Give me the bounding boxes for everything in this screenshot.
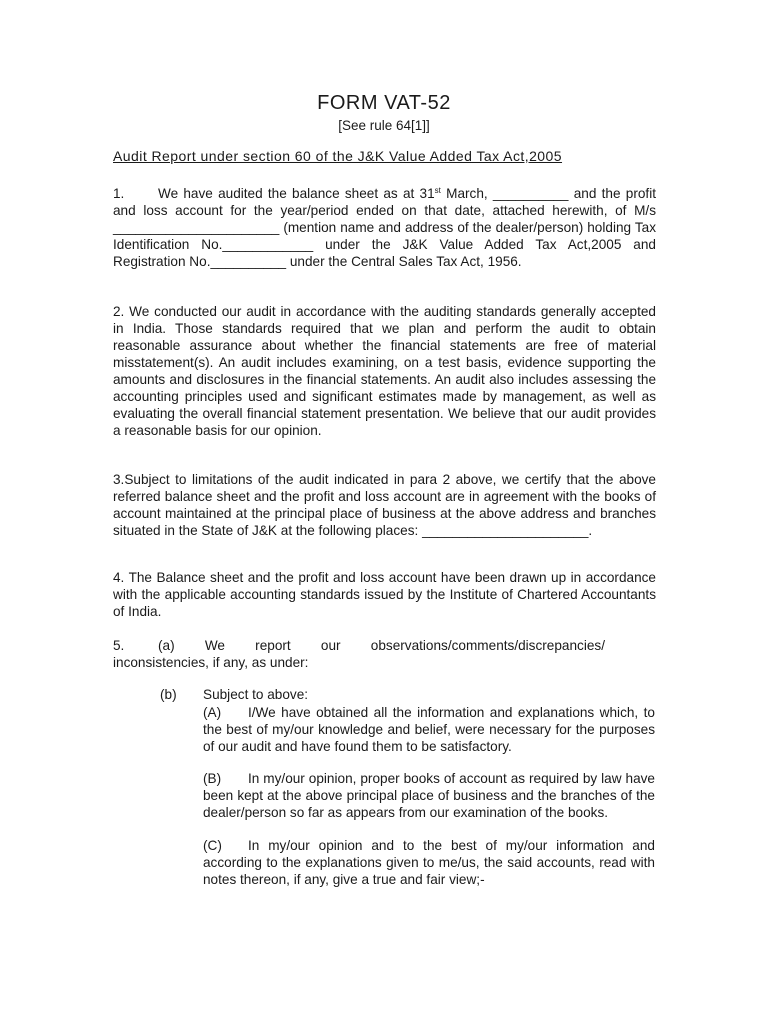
item-a xyxy=(203,704,655,755)
item-b-text: In my/our opinion, proper books of account as required by law have been kept at the above principal place of business and the branches of the dealer/person so far as appears from our examination of the books. xyxy=(203,771,655,820)
paragraph-3: 3.Subject to limitations of the audit indicated in para 2 above, we certify that the above referred balance sheet and the profit and loss account are in agreement with the books of account maintained at the principal place of business at the above address and branches situated in the State of J&K at the following places: ______________________. xyxy=(113,472,656,538)
item-a-text: I/We have obtained all the information and explanations which, to the best of my/our knowledge and belief, were necessary for the purposes of our audit and have found them to be satisfactory. xyxy=(203,705,655,754)
document-subtitle: Audit Report under section 60 of the J&K Value Added Tax Act,2005 xyxy=(113,148,563,164)
paragraph-1-text-a: We have audited the balance sheet as at 31 xyxy=(158,186,435,201)
item-c-text: In my/our opinion and to the best of my/our information and according to the explanations given to me/us, the said accounts, read with notes thereon, if any, give a true and fair view;- xyxy=(203,838,655,887)
paragraph-1 xyxy=(113,185,656,270)
paragraph-4: 4. The Balance sheet and the profit and loss account have been drawn up in accordance with the applicable accounting standards issued by the Institute of Chartered Accountants of India. xyxy=(113,570,656,619)
paragraph-1-superscript: st xyxy=(434,186,441,195)
rule-reference: [See rule 64[1]] xyxy=(338,118,430,133)
paragraph-5-line-1-text: (a) We report our observations/comments/discrepancies/ xyxy=(158,638,605,653)
paragraph-2: 2. We conducted our audit in accordance with the auditing standards generally accepted in India. Those standards required that we plan and perform the audit to obtain reasonable assurance about whether the financial statements are free of material misstatement(s). An audit includes examining, on a test basis, evidence supporting the amounts and disclosures in the financial statements. An audit also includes assessing the accounting principles used and significant estimates made by management, as well as evaluating the overall financial statement presentation. We believe that our audit provides a reasonable basis for our opinion. xyxy=(113,304,656,438)
subsection-b-intro: Subject to above: xyxy=(203,687,309,702)
paragraph-1-text-b: March, __________ and the profit and loss account for the year/period ended on that date, attached herewith, of M/s ______________________ (mention name and address of the dealer/person) holding Tax Identification No.____________ under the J&K Value Added Tax Act,2005 and Registration No.__________ under the Central Sales Tax Act, 1956. xyxy=(113,186,656,269)
form-title: FORM VAT-52 xyxy=(317,92,451,114)
item-c-label: (C) xyxy=(203,838,222,853)
item-c xyxy=(203,837,655,888)
item-a-label: (A) xyxy=(203,705,222,720)
item-b-label: (B) xyxy=(203,771,222,786)
paragraph-5-line-2: inconsistencies, if any, as under: xyxy=(113,655,309,670)
subsection-b-label: (b) xyxy=(160,687,177,702)
paragraph-5 xyxy=(113,637,656,671)
paragraph-5-number: 5. xyxy=(113,638,125,653)
item-b xyxy=(203,770,655,821)
paragraph-5-line-1 xyxy=(113,637,656,654)
paragraph-1-number: 1. xyxy=(113,186,125,201)
